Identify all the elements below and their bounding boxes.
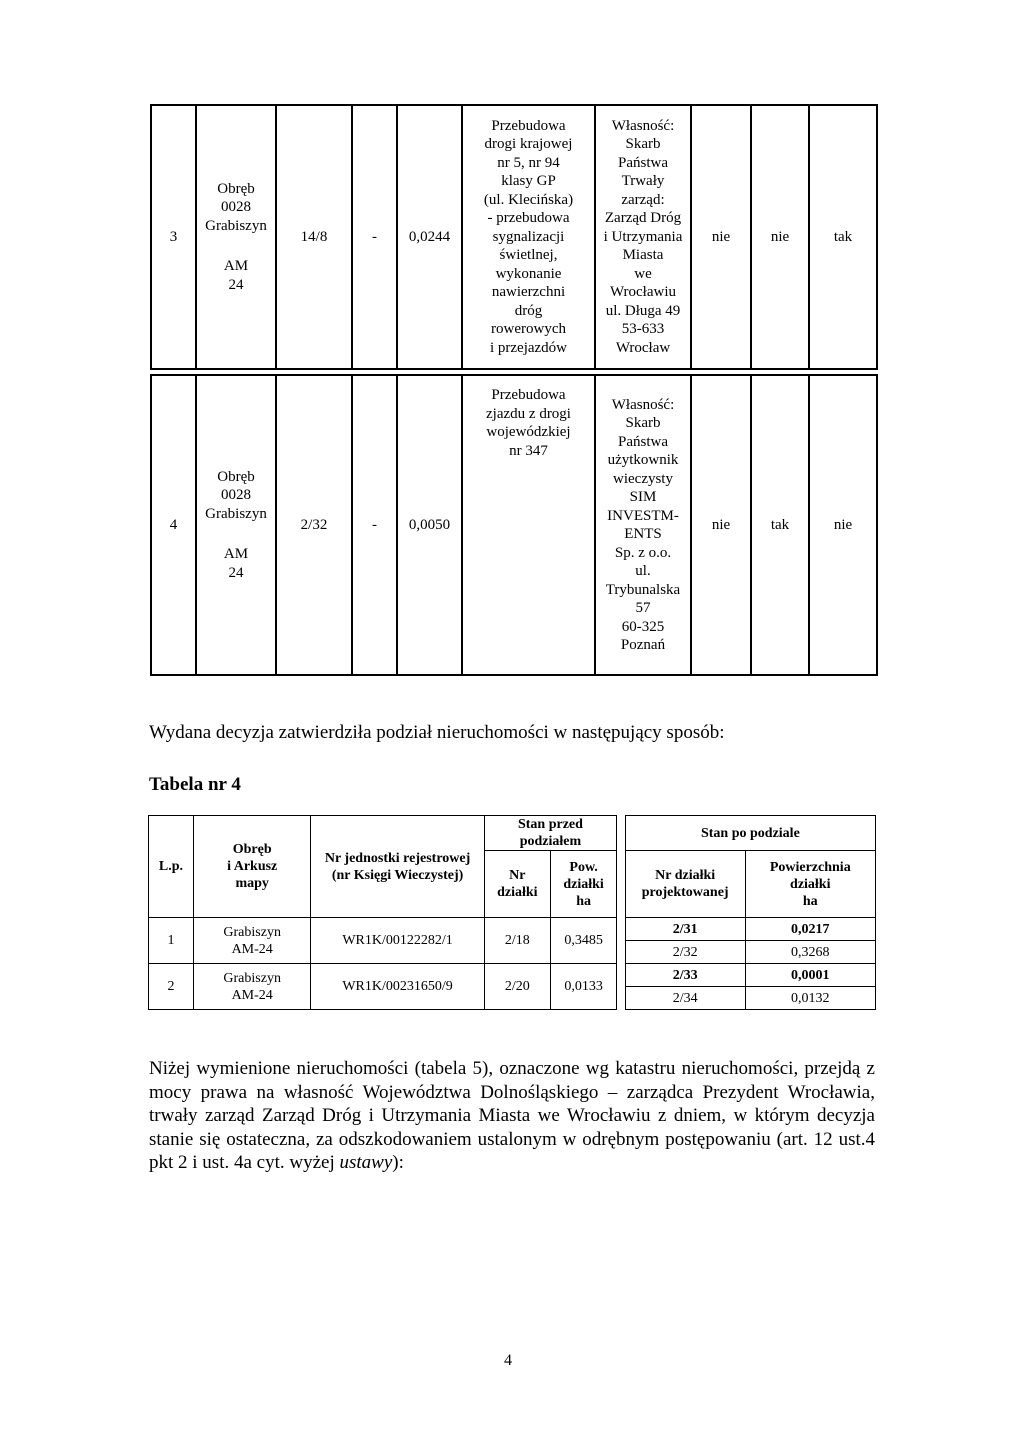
projected-parcel: 2/33	[625, 964, 745, 987]
dash-cell: -	[352, 105, 397, 369]
parcel-number: 2/32	[276, 375, 352, 675]
map-sheet: AM 24	[223, 546, 249, 581]
table-row	[151, 375, 877, 675]
map-sheet: AM 24	[223, 258, 249, 293]
header-registry-unit: Nr jednostki rejestrowej (nr Księgi Wieczystej)	[311, 816, 484, 918]
closing-paragraph-text: Niżej wymienione nieruchomości (tabela 5), oznaczone wg katastru nieruchomości, przejdą z mocy prawa na własność Województwa Dolnośląskiego – zarządca Prezydent Wrocławia, trwały zarząd Zarząd Dróg i Utrzymania Miasta we Wrocławiu z dniem, w którym decyzja stanie się ostateczna, za odszkodowaniem ustalonym w odrębnym postępowaniu (art. 12 ust.4 pkt 2 i ust. 4a cyt. wyżej	[149, 1058, 875, 1173]
purpose-cell: Przebudowa zjazdu z drogi wojewódzkiej nr 347	[462, 375, 595, 675]
header-parcel-area: Pow. działki ha	[550, 851, 616, 918]
header-parcel-nr: Nr działki	[484, 851, 550, 918]
area-cell: 0,0244	[397, 105, 462, 369]
flag-cell-3: nie	[809, 375, 877, 675]
header-before-division: Stan przed podziałem	[484, 816, 617, 851]
flag-cell-1: nie	[691, 105, 751, 369]
flag-cell-3: tak	[809, 105, 877, 369]
area-cell: 0,3485	[550, 918, 616, 964]
flag-cell-1: nie	[691, 375, 751, 675]
land-register-cell: WR1K/00122282/1	[311, 918, 484, 964]
column-spacer	[617, 816, 626, 1010]
projected-area: 0,0217	[745, 918, 875, 941]
table-row	[149, 918, 876, 941]
obreb-cell: Grabiszyn AM-24	[193, 918, 311, 964]
obreb-cell	[196, 105, 276, 369]
table-title: Tabela nr 4	[149, 774, 241, 795]
header-obreb: Obręb i Arkusz mapy	[193, 816, 311, 918]
ownership-cell: Własność: Skarb Państwa użytkownik wieczysty SIM INVESTM- ENTS Sp. z o.o. ul. Trybunalska 57 60-325 Poznań	[595, 375, 691, 675]
row-number: 4	[151, 375, 196, 675]
ownership-cell: Własność: Skarb Państwa Trwały zarząd: Zarząd Dróg i Utrzymania Miasta we Wrocławiu ul. Długa 49 53-633 Wrocław	[595, 105, 691, 369]
projected-parcel: 2/32	[625, 941, 745, 964]
projected-parcel: 2/31	[625, 918, 745, 941]
obreb-cell	[196, 375, 276, 675]
obreb-cell: Grabiszyn AM-24	[193, 964, 311, 1010]
closing-paragraph-italic: ustawy	[339, 1152, 393, 1173]
page-number: 4	[504, 1352, 512, 1369]
parcel-number: 14/8	[276, 105, 352, 369]
header-parcel-surface: Powierzchnia działki ha	[745, 851, 875, 918]
parcel-number: 2/20	[484, 964, 550, 1010]
land-register-cell: WR1K/00231650/9	[311, 964, 484, 1010]
obreb-name: Obręb 0028 Grabiszyn	[205, 468, 267, 522]
flag-cell-2: tak	[751, 375, 809, 675]
header-projected-parcel: Nr działki projektowanej	[625, 851, 745, 918]
row-number: 3	[151, 105, 196, 369]
flag-cell-2: nie	[751, 105, 809, 369]
area-cell: 0,0133	[550, 964, 616, 1010]
purpose-cell: Przebudowa drogi krajowej nr 5, nr 94 klasy GP (ul. Klecińska) - przebudowa sygnalizacji świetlnej, wykonanie nawierzchni dróg rowerowych i przejazdów	[462, 105, 595, 369]
header-lp: L.p.	[149, 816, 194, 918]
header-after-division: Stan po podziale	[625, 816, 875, 851]
closing-paragraph-end: ):	[392, 1152, 404, 1173]
row-number: 2	[149, 964, 194, 1010]
table-row	[149, 964, 876, 987]
decision-text: Wydana decyzja zatwierdziła podział nieruchomości w następujący sposób:	[149, 722, 725, 743]
projected-parcel: 2/34	[625, 987, 745, 1010]
row-number: 1	[149, 918, 194, 964]
closing-paragraph	[149, 1057, 875, 1175]
table-row	[151, 105, 877, 369]
division-table	[148, 815, 876, 1010]
dash-cell: -	[352, 375, 397, 675]
projected-area: 0,0001	[745, 964, 875, 987]
area-cell: 0,0050	[397, 375, 462, 675]
parcel-number: 2/18	[484, 918, 550, 964]
obreb-name: Obręb 0028 Grabiszyn	[205, 180, 267, 234]
header-row	[149, 816, 876, 851]
projected-area: 0,3268	[745, 941, 875, 964]
projected-area: 0,0132	[745, 987, 875, 1010]
parcel-table-top	[150, 104, 878, 676]
